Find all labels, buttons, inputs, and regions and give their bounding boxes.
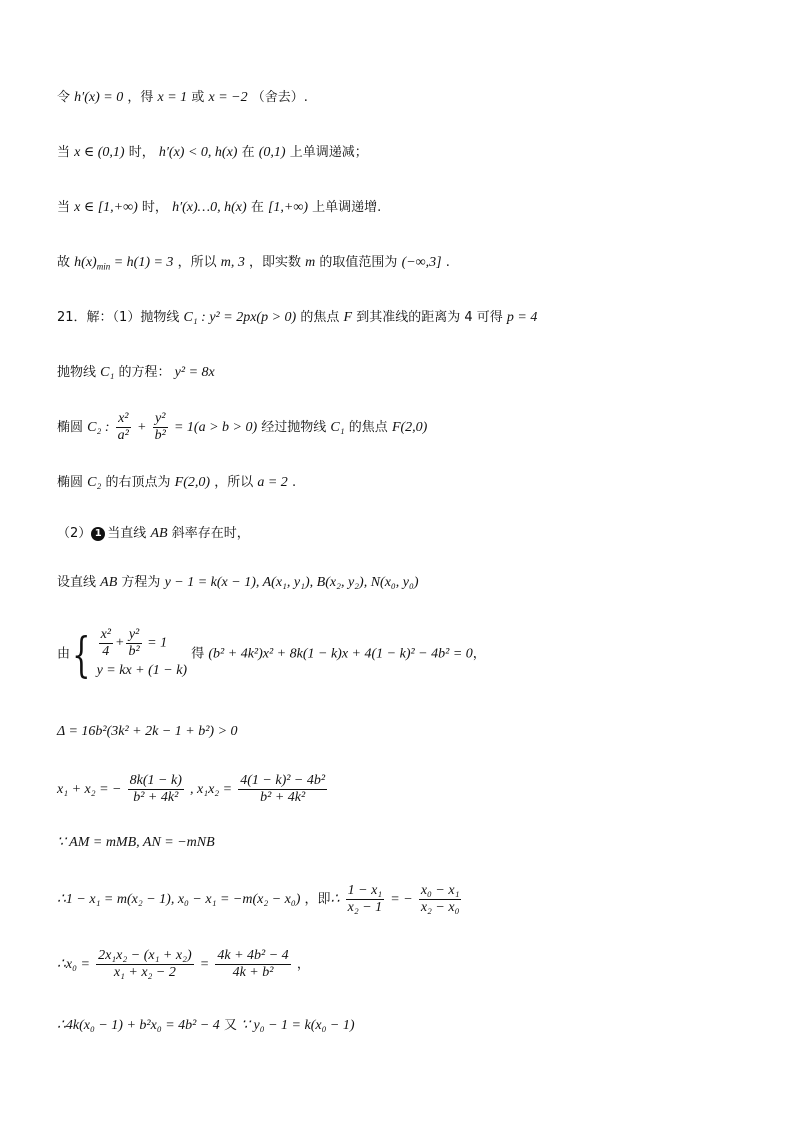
line-parabola-equation: 抛物线 C₁ 的方程： y² = 8x — [57, 365, 215, 380]
line-vector-condition: ∵ AM = mMB, AN = −mNB — [57, 835, 215, 850]
line-x0-expression: ∴x₀ = $\frac{\text{2x₁x₂ − (x₁ + x₂)}}{\text{x₁ + x₂ − 2}}$ = $\frac{\text{4k + 4b² − 4}}{\text{4k + b²}}$ ， — [57, 948, 310, 980]
left-brace-icon: { — [72, 626, 91, 683]
fraction: $\frac{\text{4k + 4b² − 4}}{\text{4k + b²}}$ — [217, 948, 289, 980]
line-problem-21-part1: 21．解：（1）抛物线 C₁ : y² = 2px(p > 0) 的焦点 F 到其准线的距离为 4 可得 p = 4 — [57, 310, 538, 325]
line-increasing-interval: 当 x ∈ [1,+∞) 时， h′(x)…0, h(x) 在 [1,+∞) 上单调递增. — [57, 200, 382, 215]
line-discriminant: Δ = 16b²(3k² + 2k − 1 + b²) > 0 — [57, 724, 238, 739]
fraction: $\frac{\text{1 − x₁}}{\text{x₂ − 1}}$ — [347, 883, 383, 915]
fraction: $\frac{\text{y²}}{\text{b²}}$ — [154, 411, 166, 443]
line-ellipse-definition: 椭圆 C₂ : $\frac{\text{x²}}{\text{a²}}$ + $\frac{\text{y²}}{\text{b²}}$ = 1(a > b > 0) 经过抛物线 C₁ 的焦点 F(2,0) — [57, 411, 428, 443]
equation-system: $\frac{\text{x²}}{4}$ + $\frac{\text{y²}}{\text{b²}}$ = 1 y = kx + (1 − k) — [96, 627, 188, 678]
fraction: $\frac{\text{x₀ − x₁}}{\text{x₂ − x₀}}$ — [420, 883, 460, 915]
line-derivative-zero: 令 h′(x) = 0 ，得 x = 1 或 x = −2 （舍去）. — [57, 90, 308, 105]
line-final-relation: ∴4k(x₀ − 1) + b²x₀ = 4b² − 4 又 ∵ y₀ − 1 = k(x₀ − 1) — [57, 1018, 355, 1033]
line-decreasing-interval: 当 x ∈ (0,1) 时， h′(x) < 0, h(x) 在 (0,1) 上单调递减； — [57, 145, 368, 160]
fraction: $\frac{\text{x²}}{4}$ — [100, 627, 111, 659]
line-minimum-value: 故 $h(x)_{min} = h(1) = 3$ ，所以 m, 3 ，即实数 m 的取值范围为 (−∞,3] . — [57, 255, 450, 272]
fraction: $\frac{\text{4(1 − k)² − 4b²}}{\text{b² + 4k²}}$ — [240, 773, 326, 805]
line-coordinate-relation: ∴1 − x₁ = m(x₂ − 1), x₀ − x₁ = −m(x₂ − x₀) ，即∴ $\frac{\text{1 − x₁}}{\text{x₂ − 1}}$ = − $\frac{\text{x₀ − x₁}}{\text{x₂ − x₀}}$ — [57, 883, 460, 915]
line-line-equation: 设直线 AB 方程为 y − 1 = k(x − 1), A(x₁, y₁), B(x₂, y₂), N(x₀, y₀) — [57, 575, 419, 590]
fraction: $\frac{\text{x²}}{\text{a²}}$ — [117, 411, 129, 443]
fraction: $\frac{\text{2x₁x₂ − (x₁ + x₂)}}{\text{x₁ + x₂ − 2}}$ — [98, 948, 192, 980]
fraction: $\frac{\text{y²}}{\text{b²}}$ — [128, 627, 140, 659]
fraction: $\frac{8k(1 - k)}{\text{b² + 4k²}}$ — [129, 773, 182, 805]
circled-number-icon: 1 — [91, 527, 105, 541]
line-ellipse-vertex: 椭圆 C₂ 的右顶点为 F(2,0) ，所以 a = 2 . — [57, 475, 297, 490]
line-part2-case1: （2） 1 当直线 AB 斜率存在时， — [57, 526, 250, 541]
line-vieta-formulas: x₁ + x₂ = − $\frac{8k(1 - k)}{\text{b² + 4k²}}$ , x₁x₂ = $\frac{\text{4(1 − k)² − 4b²}}{\text{b² + 4k²}}$ — [57, 773, 326, 805]
line-system-of-equations: 由{ $\frac{\text{x²}}{4}$ + $\frac{\text{y²}}{\text{b²}}$ = 1 y = kx + (1 − k) 得 (b² + 4k²)x² + 8k(1 − k)x + 4(1 − k)² − 4b² = 0， — [57, 626, 486, 683]
